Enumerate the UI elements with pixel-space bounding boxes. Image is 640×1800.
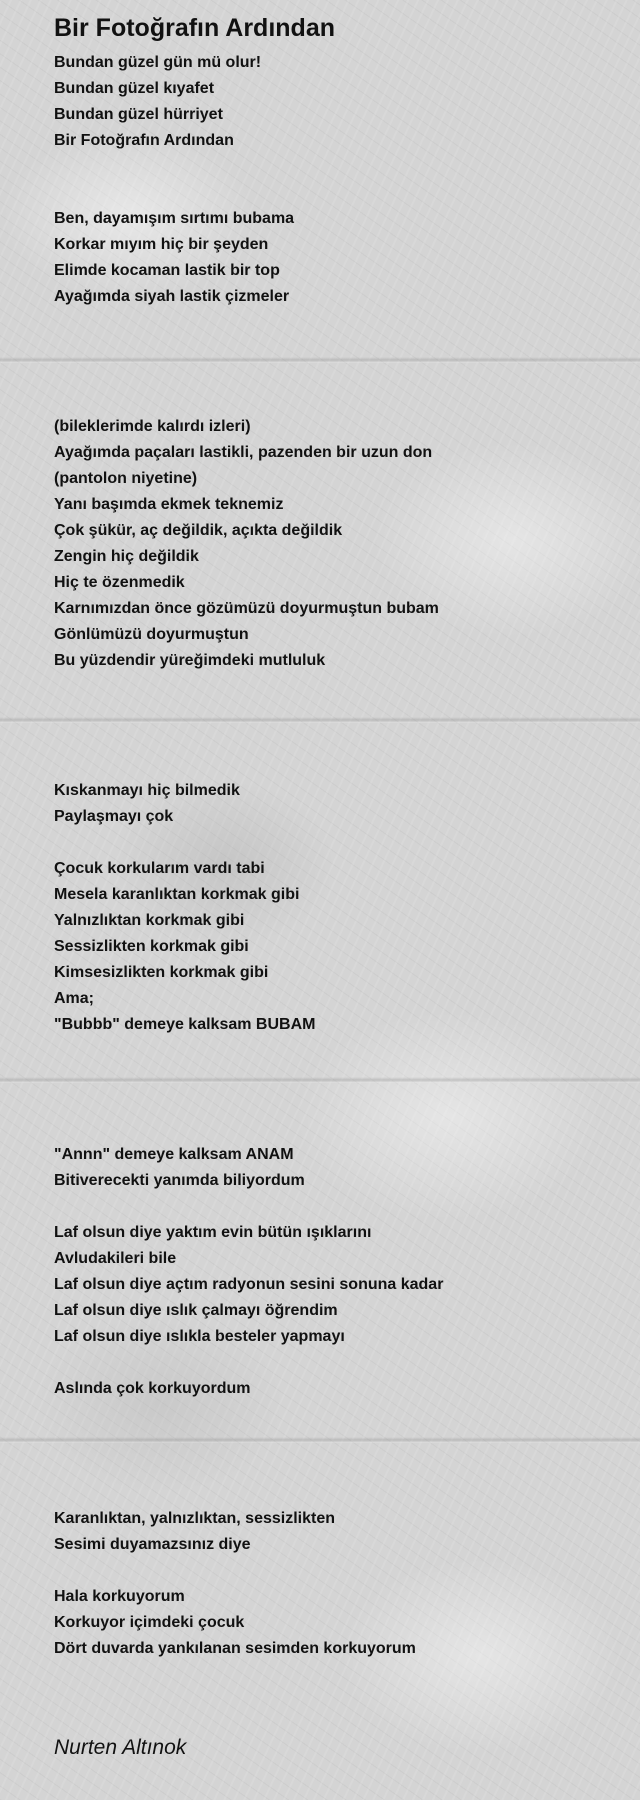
stanza-break (54, 1350, 624, 1376)
stanza-break (54, 1480, 624, 1506)
stanza-break (54, 1038, 624, 1064)
poem-line: Bir Fotoğrafın Ardından (54, 132, 234, 149)
poem-line: Hala korkuyorum (54, 1588, 185, 1605)
poem-title: Bir Fotoğrafın Ardından (54, 14, 335, 42)
stanza-break (54, 180, 624, 206)
stanza-break (54, 752, 624, 778)
poem-line: Ama; (54, 990, 95, 1007)
stanza-break (54, 700, 624, 726)
poem-line: Karnımızdan önce gözümüzü doyurmuştun bubam (54, 600, 439, 617)
poem-line: Kimsesizlikten korkmak gibi (54, 964, 269, 981)
poem-line: Çocuk korkularım vardı tabi (54, 860, 265, 877)
stanza-break (54, 362, 624, 388)
stanza-break (54, 1116, 624, 1142)
stanza-break (54, 830, 624, 856)
poem-line: Gönlümüzü doyurmuştun (54, 626, 249, 643)
poem-line: Laf olsun diye ıslık çalmayı öğrendim (54, 1302, 338, 1319)
poem-author: Nurten Altınok (54, 1736, 187, 1759)
poem-line: Bitiverecekti yanımda biliyordum (54, 1172, 305, 1189)
stanza-break (54, 310, 624, 336)
stanza-break (54, 1402, 624, 1428)
stanza-break (54, 1194, 624, 1220)
poem (54, 12, 624, 1662)
stanza-break (54, 336, 624, 362)
poem-line: Ben, dayamışım sırtımı bubama (54, 210, 295, 227)
poem-line: Bu yüzdendir yüreğimdeki mutluluk (54, 652, 326, 669)
poem-line: Korkar mıyım hiç bir şeyden (54, 236, 269, 253)
poem-line: Ayağımda paçaları lastikli, pazenden bir uzun don (54, 444, 433, 461)
poem-line: Ayağımda siyah lastik çizmeler (54, 288, 290, 305)
poem-line: Korkuyor içimdeki çocuk (54, 1614, 245, 1631)
poem-body (54, 50, 624, 1662)
poem-line: Yalnızlıktan korkmak gibi (54, 912, 245, 929)
poem-line: Laf olsun diye ıslıkla besteler yapmayı (54, 1328, 345, 1345)
poem-line: Elimde kocaman lastik bir top (54, 262, 280, 279)
poem-line: Çok şükür, aç değildik, açıkta değildik (54, 522, 343, 539)
poem-line: (bileklerimde kalırdı izleri) (54, 418, 251, 435)
poem-line: Aslında çok korkuyordum (54, 1380, 251, 1397)
poem-line: Bundan güzel hürriyet (54, 106, 223, 123)
poem-line: "Annn" demeye kalksam ANAM (54, 1146, 294, 1163)
poem-line: Yanı başımda ekmek teknemiz (54, 496, 284, 513)
stanza-break (54, 1090, 624, 1116)
poem-line: Avludakileri bile (54, 1250, 177, 1267)
poem-line: "Bubbb" demeye kalksam BUBAM (54, 1016, 316, 1033)
poem-line: Hiç te özenmedik (54, 574, 185, 591)
poem-line: Bundan güzel kıyafet (54, 80, 215, 97)
poem-line: Bundan güzel gün mü olur! (54, 54, 262, 71)
poem-line: Paylaşmayı çok (54, 808, 174, 825)
poem-line: Sesimi duyamazsınız diye (54, 1536, 251, 1553)
stanza-break (54, 726, 624, 752)
stanza-break (54, 674, 624, 700)
poem-line: Mesela karanlıktan korkmak gibi (54, 886, 300, 903)
poem-line: Karanlıktan, yalnızlıktan, sessizlikten (54, 1510, 335, 1527)
poem-line: Laf olsun diye açtım radyonun sesini sonuna kadar (54, 1276, 444, 1293)
poem-line: (pantolon niyetine) (54, 470, 198, 487)
poem-line: Zengin hiç değildik (54, 548, 199, 565)
stanza-break (54, 1428, 624, 1454)
stanza-break (54, 388, 624, 414)
poem-line: Kıskanmayı hiç bilmedik (54, 782, 240, 799)
poem-line: Dört duvarda yankılanan sesimden korkuyorum (54, 1640, 416, 1657)
poem-line: Sessizlikten korkmak gibi (54, 938, 249, 955)
stanza-break (54, 154, 624, 180)
stanza-break (54, 1064, 624, 1090)
poem-line: Laf olsun diye yaktım evin bütün ışıklarını (54, 1224, 372, 1241)
stanza-break (54, 1454, 624, 1480)
stanza-break (54, 1558, 624, 1584)
